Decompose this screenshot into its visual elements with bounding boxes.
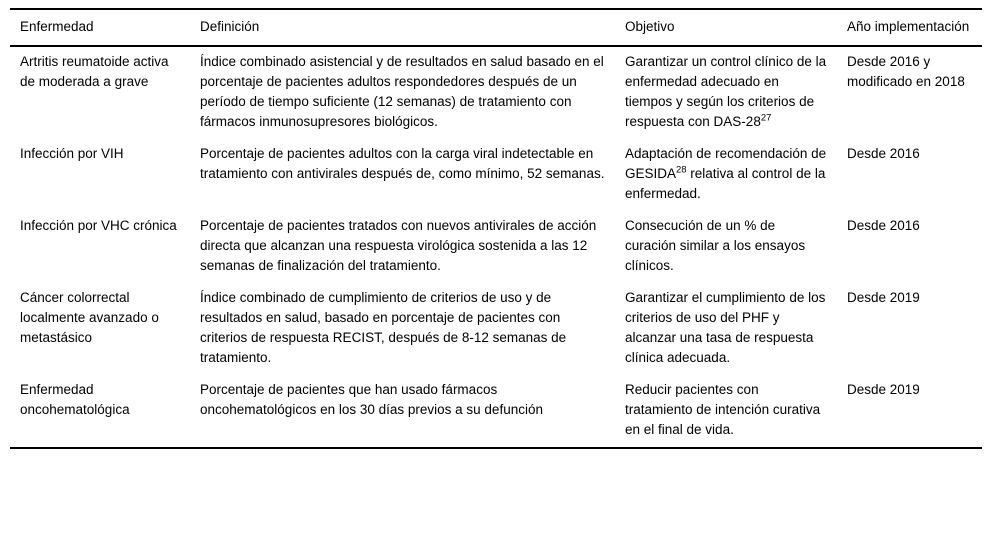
cell-objetivo xyxy=(615,211,837,283)
cell-enfermedad: Cáncer colorrectal localmente avanzado o metastásico xyxy=(20,290,159,345)
objetivo-text: Reducir pacientes con tratamiento de intención curativa en el final de vida. xyxy=(625,382,821,437)
table-row xyxy=(10,46,982,139)
objetivo-reference-superscript: 28 xyxy=(676,164,687,176)
cell-objetivo xyxy=(615,139,837,211)
cell-definicion: Porcentaje de pacientes que han usado fármacos oncohematológicos en los 30 días previos a su defunción xyxy=(200,382,543,417)
col-header-enfermedad: Enfermedad xyxy=(10,9,190,46)
table-row xyxy=(10,283,982,375)
objetivo-text: Adaptación de recomendación de GESIDA xyxy=(625,146,827,181)
cell-enfermedad: Infección por VIH xyxy=(20,146,124,161)
cell-ano-implementacion: Desde 2016 y modificado en 2018 xyxy=(847,54,965,89)
cell-ano-implementacion: Desde 2016 xyxy=(847,146,920,161)
col-header-definicion: Definición xyxy=(190,9,615,46)
col-header-ano-implementacion: Año implementación xyxy=(837,9,982,46)
cell-objetivo xyxy=(615,46,837,139)
col-header-objetivo: Objetivo xyxy=(615,9,837,46)
objetivo-text: Garantizar el cumplimiento de los criterios de uso del PHF y alcanzar una tasa de respuesta clínica adecuada. xyxy=(625,290,826,365)
cell-ano-implementacion: Desde 2016 xyxy=(847,218,920,233)
objetivo-text: Consecución de un % de curación similar a los ensayos clínicos. xyxy=(625,218,806,273)
objetivo-text: Garantizar un control clínico de la enfermedad adecuado en tiempos y según los criterios de respuesta con DAS-28 xyxy=(625,54,827,129)
cell-definicion: Porcentaje de pacientes tratados con nuevos antivirales de acción directa que alcanzan una respuesta virológica sostenida a las 12 semanas de finalización del tratamiento. xyxy=(200,218,597,273)
objetivo-reference-superscript: 27 xyxy=(760,112,772,124)
cell-definicion: Índice combinado de cumplimiento de criterios de uso y de resultados en salud, basado en porcentaje de pacientes con criterios de respuesta RECIST, después de 8-12 semanas de tratamiento. xyxy=(200,290,567,365)
cell-definicion: Porcentaje de pacientes adultos con la carga viral indetectable en tratamiento con antivirales después de, como mínimo, 52 semanas. xyxy=(200,146,605,181)
cell-enfermedad: Infección por VHC crónica xyxy=(20,218,177,233)
cell-ano-implementacion: Desde 2019 xyxy=(847,290,920,305)
cell-ano-implementacion: Desde 2019 xyxy=(847,382,920,397)
table-row xyxy=(10,211,982,283)
cell-enfermedad: Artritis reumatoide activa de moderada a grave xyxy=(20,54,169,89)
cell-objetivo xyxy=(615,375,837,448)
indicators-table xyxy=(10,8,982,449)
table-row xyxy=(10,375,982,448)
cell-enfermedad: Enfermedad oncohematológica xyxy=(20,382,130,417)
table-row xyxy=(10,139,982,211)
cell-definicion: Índice combinado asistencial y de resultados en salud basado en el porcentaje de pacientes adultos respondedores después de un período de tiempo suficiente (12 semanas) de tratamiento con fármacos inmunosupresores biológicos. xyxy=(200,54,604,129)
objetivo-text-cont: relativa al control de la enfermedad. xyxy=(625,166,826,201)
cell-objetivo xyxy=(615,283,837,375)
header-row xyxy=(10,9,982,46)
